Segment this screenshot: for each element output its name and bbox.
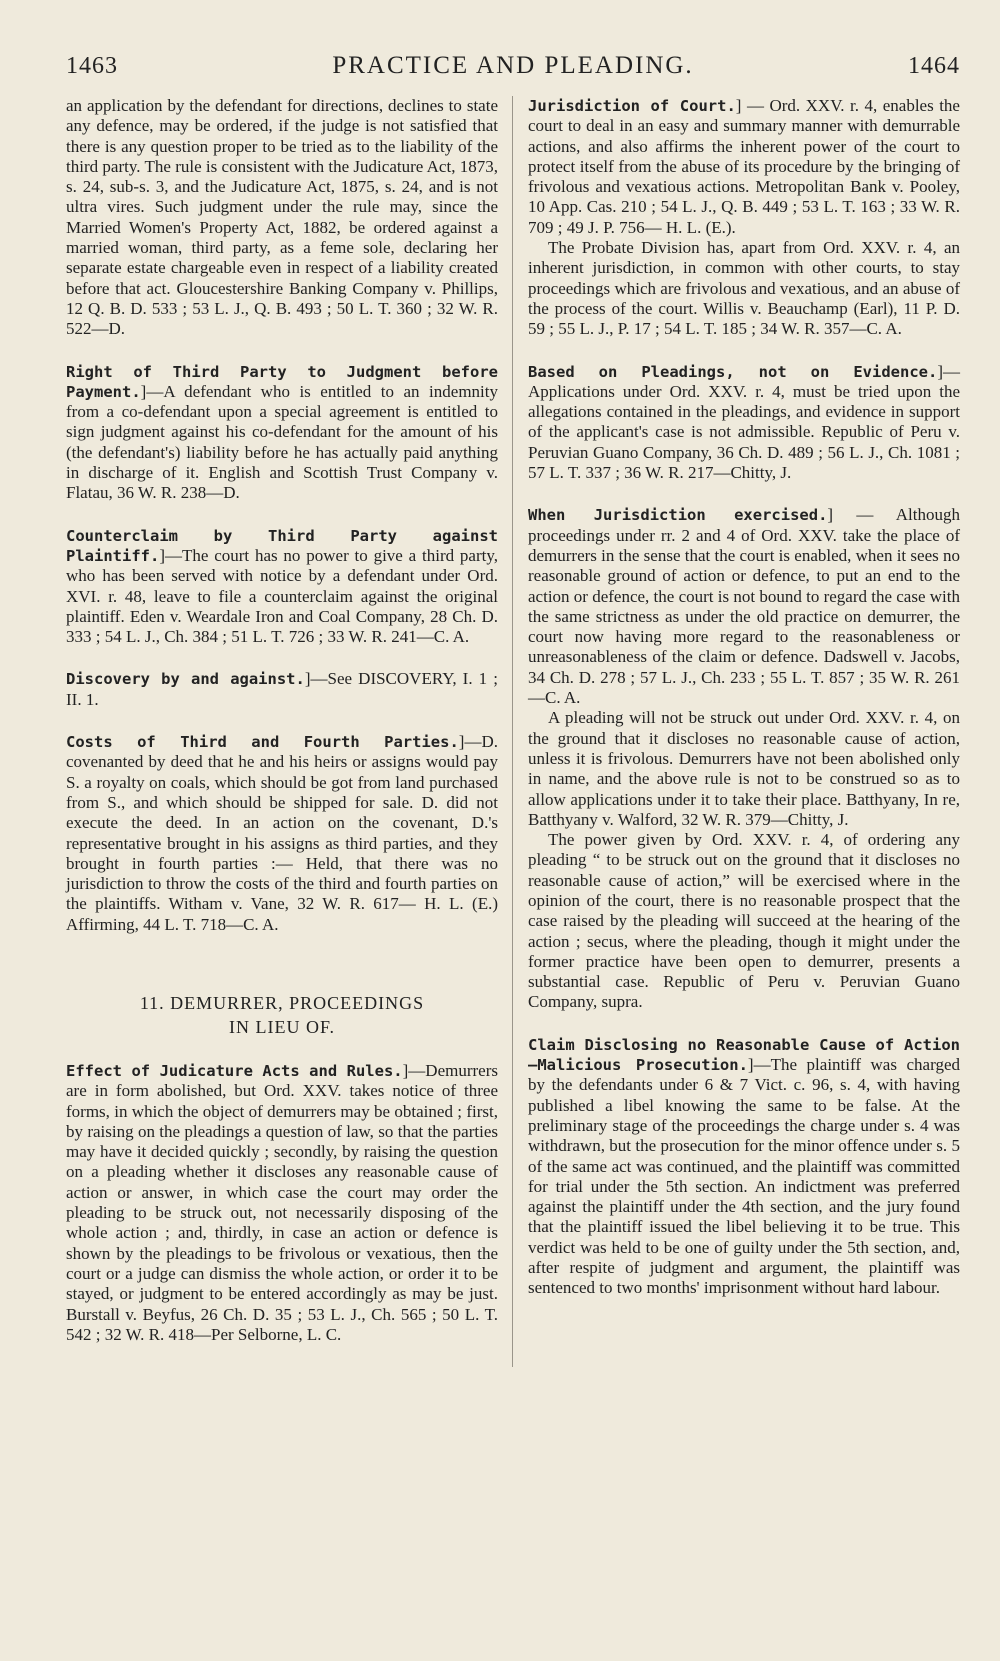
- left-page-number: 1463: [66, 53, 118, 79]
- entry-heading: Jurisdiction of Court.: [528, 97, 736, 115]
- entry-body: ]—Demurrers are in form abolished, but Ord. XXV. takes notice of three forms, in which the object of demurrers may be obtained ; first, by raising on the pleadings a question of law, so that the parties may have it decided quickly ; secondly, by raising the question on a pleading whether it discloses any reasonable cause of action or answer, in which case the court may order the pleading to be struck out, not necessarily disposing of the whole action ; and, thirdly, in case an action or defence is shown by the pleadings to be frivolous or vexatious, then the court or a judge can dismiss the whole action, or order it to be stayed, or judgment to be entered accordingly as may be just. Burstall v. Beyfus, 26 Ch. D. 35 ; 53 L. J., Ch. 565 ; 50 L. T. 542 ; 32 W. R. 418—Per Selborne, L. C.: [66, 1060, 498, 1344]
- entry-heading: Counterclaim by Third Party against Plaintiff.: [66, 526, 498, 565]
- entry-heading: Based on Pleadings, not on Evidence.: [528, 362, 938, 381]
- entry: [66, 732, 498, 935]
- entry: [528, 505, 960, 1012]
- entry-heading: Discovery by and against.: [66, 670, 305, 689]
- entry-heading: Claim Disclosing no Reasonable Cause of Action —Malicious Prosecution.: [528, 1035, 960, 1075]
- entry-paragraph: The power given by Ord. XXV. r. 4, of ordering any pleading “ to be struck out on the ground that it discloses no reasonable cause of action,” will be exercised where in the opinion of the court, there is no reasonable prospect that the case raised by the pleading will succeed at the hearing of the action ; secus, where the pleading, though it might under the former practice have been open to demurrer, presents a substantial case. Republic of Peru v. Peruvian Guano Company, supra.: [528, 830, 960, 1012]
- entry-body: ]—See DISCOVERY, I. 1 ; II. 1.: [66, 669, 499, 709]
- entry-body: ]—A defendant who is entitled to an indemnity from a co-defendant upon a special agreement is entitled to sign judgment against his co-defendant for the amount of his (the defendant's) liability before he has actually paid anything in discharge of it. English and Scottish Trust Company v. Flatau, 36 W. R. 238—D.: [66, 381, 498, 503]
- section-heading-line: IN LIEU OF.: [228, 1016, 336, 1037]
- entry-body: ]—Applications under Ord. XXV. r. 4, must be tried upon the allegations contained in the pleadings, and evidence in support of the applicant's case is not admissible. Republic of Peru v. Peruvian Guano Company, 36 Ch. D. 489 ; 56 L. J., Ch. 1081 ; 57 L. T. 337 ; 36 W. R. 217—Chitty, J.: [528, 361, 960, 483]
- section-heading: [66, 991, 498, 1039]
- entry: [528, 96, 960, 340]
- entry-heading: Costs of Third and Fourth Parties.: [66, 733, 459, 752]
- right-page-number: 1464: [908, 53, 960, 79]
- right-column: [512, 96, 960, 1367]
- entry: [66, 669, 498, 710]
- entry-heading: Effect of Judicature Acts and Rules.: [66, 1061, 403, 1080]
- entry-body: ]—D. covenanted by deed that he and his heirs or assigns would pay S. a royalty on coals, which should be got from land purchased from S., and which should be shipped for sale. D. did not execute the deed. In an action on the covenant, D.'s representative brought in his assigns as third parties, and they brought in fourth parties :— Held, that there was no jurisdiction to throw the costs of the third and fourth parties on the plaintiffs. Witham v. Vane, 32 W. R. 617— H. L. (E.) Affirming, 44 L. T. 718—C. A.: [66, 732, 498, 934]
- entry-paragraph: A pleading will not be struck out under Ord. XXV. r. 4, on the ground that it discloses no reasonable cause of action, unless it is frivolous. Demurrers have not been abolished only in name, and the above rule is not to be construed so as to allow applications under it to take their place. Batthyany, In re, Batthyany v. Walford, 32 W. R. 379—Chitty, J.: [528, 708, 960, 829]
- continuation-paragraph: an application by the defendant for directions, declines to state any defence, may be ordered, if the judge is not satisfied that there is any question proper to be tried as to the liability of the third party. The rule is consistent with the Judicature Act, 1873, s. 24, sub-s. 3, and the Judicature Act, 1875, s. 24, and is not ultra vires. Such judgment under the rule may, since the Married Women's Property Act, 1882, be ordered against a married woman, third party, as a feme sole, declaring her separate estate chargeable even in respect of a liability created before that act. Gloucestershire Banking Company v. Phillips, 12 Q. B. D. 533 ; 53 L. J., Q. B. 493 ; 50 L. T. 360 ; 32 W. R. 522—D.: [66, 96, 498, 339]
- entry-body: ] — Although proceedings under rr. 2 and 4 of Ord. XXV. take the place of demurrers in the sense that the court is enabled, when it sees no reasonable ground of action or defence, to put an end to the action or defence, the court is not bound to regard the case with the same strictness as under the old practice on demurrer, the court now having more regard to the reasonableness or unreasonableness of the claim or defence. Dadswell v. Jacobs, 34 Ch. D. 278 ; 57 L. J., Ch. 233 ; 55 L. T. 857 ; 35 W. R. 261—C. A.: [528, 505, 960, 708]
- running-title: PRACTICE AND PLEADING.: [332, 52, 694, 79]
- entry-heading: Right of Third Party to Judgment before Payment.: [66, 362, 498, 401]
- running-header: [66, 52, 960, 80]
- entry-body: ] — Ord. XXV. r. 4, enables the court to deal in an easy and summary manner with demurrable actions, and also affirms the inherent power of the court to protect itself from the abuse of its procedure by the bringing of frivolous and vexatious actions. Metropolitan Bank v. Pooley, 10 App. Cas. 210 ; 54 L. J., Q. B. 449 ; 53 L. T. 163 ; 33 W. R. 709 ; 49 J. P. 756— H. L. (E.).: [528, 96, 960, 237]
- entry-body: ]—The plaintiff was charged by the defendants under 6 & 7 Vict. c. 96, s. 4, with having published a libel knowing the same to be false. At the preliminary stage of the proceedings the charge under s. 4 was withdrawn, but the prosecution for the minor offence under s. 5 of the same act was continued, and the plaintiff was committed for trial under the 5th section. An indictment was preferred against the plaintiff under the 4th section, and the jury found that the plaintiff issued the libel believing it to be true. This verdict was held to be one of guilty under the 5th section, and, after respite of judgment and argument, the plaintiff was sentenced to two months' imprisonment without hard labour.: [528, 1055, 960, 1298]
- entry-paragraph: The Probate Division has, apart from Ord. XXV. r. 4, an inherent jurisdiction, in common with other courts, to stay proceedings which are frivolous and vexatious, and an abuse of the process of the court. Willis v. Beauchamp (Earl), 11 P. D. 59 ; 55 L. J., P. 17 ; 54 L. T. 185 ; 34 W. R. 357—C. A.: [528, 238, 960, 339]
- entry: [528, 1035, 960, 1299]
- entry: [528, 362, 960, 484]
- entry: [66, 1061, 498, 1345]
- entry: [66, 526, 498, 648]
- section-heading-line: 11. DEMURRER, PROCEEDINGS: [139, 992, 425, 1013]
- entry: [66, 362, 498, 504]
- entry-body: ]—The court has no power to give a third party, who has been served with notice by a defendant under Ord. XVI. r. 48, leave to file a counterclaim against the original plaintiff. Eden v. Weardale Iron and Coal Company, 28 Ch. D. 333 ; 54 L. J., Ch. 384 ; 51 L. T. 726 ; 33 W. R. 241—C. A.: [66, 545, 498, 647]
- columns: [66, 96, 960, 1367]
- entry-heading: When Jurisdiction exercised.: [528, 506, 828, 525]
- left-column: [66, 96, 512, 1367]
